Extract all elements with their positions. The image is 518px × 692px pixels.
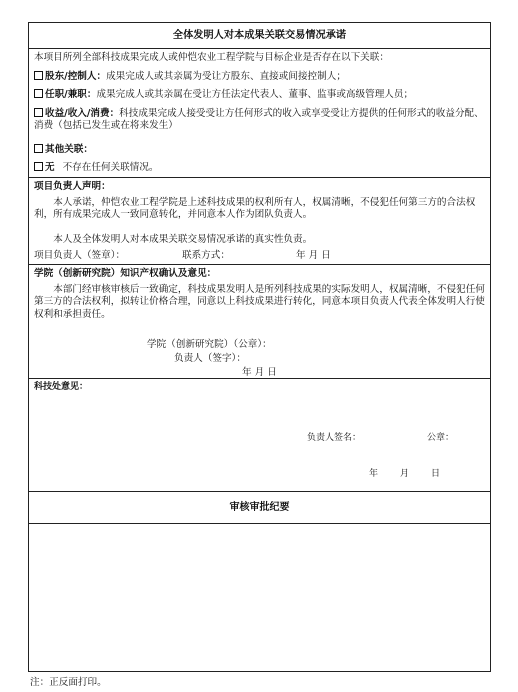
option-label: 其他关联： xyxy=(45,143,93,155)
option-text: 成果完成人或其亲属在受让方任法定代表人、董事、监事或高级管理人员； xyxy=(96,89,414,101)
leader-commitment-text: 本人承诺，仲恺农业工程学院是上述科技成果的权利所有人，权属清晰，不侵犯任何第三方的合法权利，所有成果完成人一致同意转化，并同意本人作为团队负责人。 xyxy=(34,197,476,221)
commitment-form xyxy=(28,22,491,672)
option-text: 不存在任何关联情况。 xyxy=(62,162,159,174)
approval-notes-area[interactable] xyxy=(29,524,490,670)
option-income xyxy=(34,108,485,144)
leader-heading: 项目负责人声明： xyxy=(34,181,111,192)
form-title: 全体发明人对本成果关联交易情况承诺 xyxy=(29,23,490,49)
print-note: 注：正反面打印。 xyxy=(30,677,107,688)
option-text: 成果完成人或其亲属为受让方股东、直接或间接控制人； xyxy=(106,70,346,82)
option-label: 股东/控制人： xyxy=(45,70,107,82)
other-checkbox[interactable] xyxy=(34,144,43,153)
college-seal-label[interactable]: 学院（创新研究院）（公章）： xyxy=(147,339,272,350)
option-label: 任职/兼职： xyxy=(45,89,97,101)
office-heading: 科技处意见： xyxy=(34,382,89,392)
office-seal-label[interactable]: 公章： xyxy=(427,433,455,443)
college-sign-label[interactable]: 负责人（签字）： xyxy=(174,353,246,364)
leader-date: 年 月 日 xyxy=(296,250,331,261)
leader-contact-label[interactable]: 联系方式： xyxy=(182,250,230,261)
college-date: 年 月 日 xyxy=(242,367,277,378)
option-text: 科技成果完成人接受受让方任何形式的收入或享受受让方提供的任何形式的收益分配、消费（包括已发生或在将来发生） xyxy=(34,107,484,132)
approval-title: 审核审批纪要 xyxy=(29,492,490,524)
office-sign-label[interactable]: 负责人签名： xyxy=(307,433,362,443)
none-checkbox[interactable] xyxy=(34,162,43,171)
date-day: 日 xyxy=(431,469,441,479)
option-label: 收益/收入/消费： xyxy=(45,107,120,119)
leader-section xyxy=(29,178,490,265)
leader-sign-label[interactable]: 项目负责人（签章）： xyxy=(34,250,126,261)
leader-responsibility-text: 本人及全体发明人对本成果关联交易情况承诺的真实性负责。 xyxy=(53,234,313,245)
income-checkbox[interactable] xyxy=(34,108,43,117)
option-position xyxy=(34,89,485,108)
option-other xyxy=(34,144,485,163)
date-month: 月 xyxy=(400,469,410,479)
option-label: 无 xyxy=(45,162,55,174)
leader-sign-line xyxy=(34,250,485,266)
option-shareholder xyxy=(34,71,485,90)
disclosure-section xyxy=(29,49,490,178)
shareholder-checkbox[interactable] xyxy=(34,71,43,80)
college-section xyxy=(29,265,490,379)
office-date xyxy=(369,469,462,481)
disclosure-intro: 本项目所列全部科技成果完成人或仲恺农业工程学院与目标企业是否存在以下关联： xyxy=(34,52,389,63)
college-heading: 学院（创新研究院）知识产权确认及意见： xyxy=(34,268,217,279)
date-year: 年 xyxy=(369,469,379,479)
college-opinion-text: 本部门经审核审核后一致确定，科技成果发明人是所列科技成果的实际发明人，权属清晰，不侵犯任何第三方的合法权利，拟转让价格合理，同意以上科技成果进行转化，同意本项目负责人代表全体发明人行使权利和承担责任。 xyxy=(34,284,485,320)
position-checkbox[interactable] xyxy=(34,89,43,98)
office-section xyxy=(29,379,490,492)
